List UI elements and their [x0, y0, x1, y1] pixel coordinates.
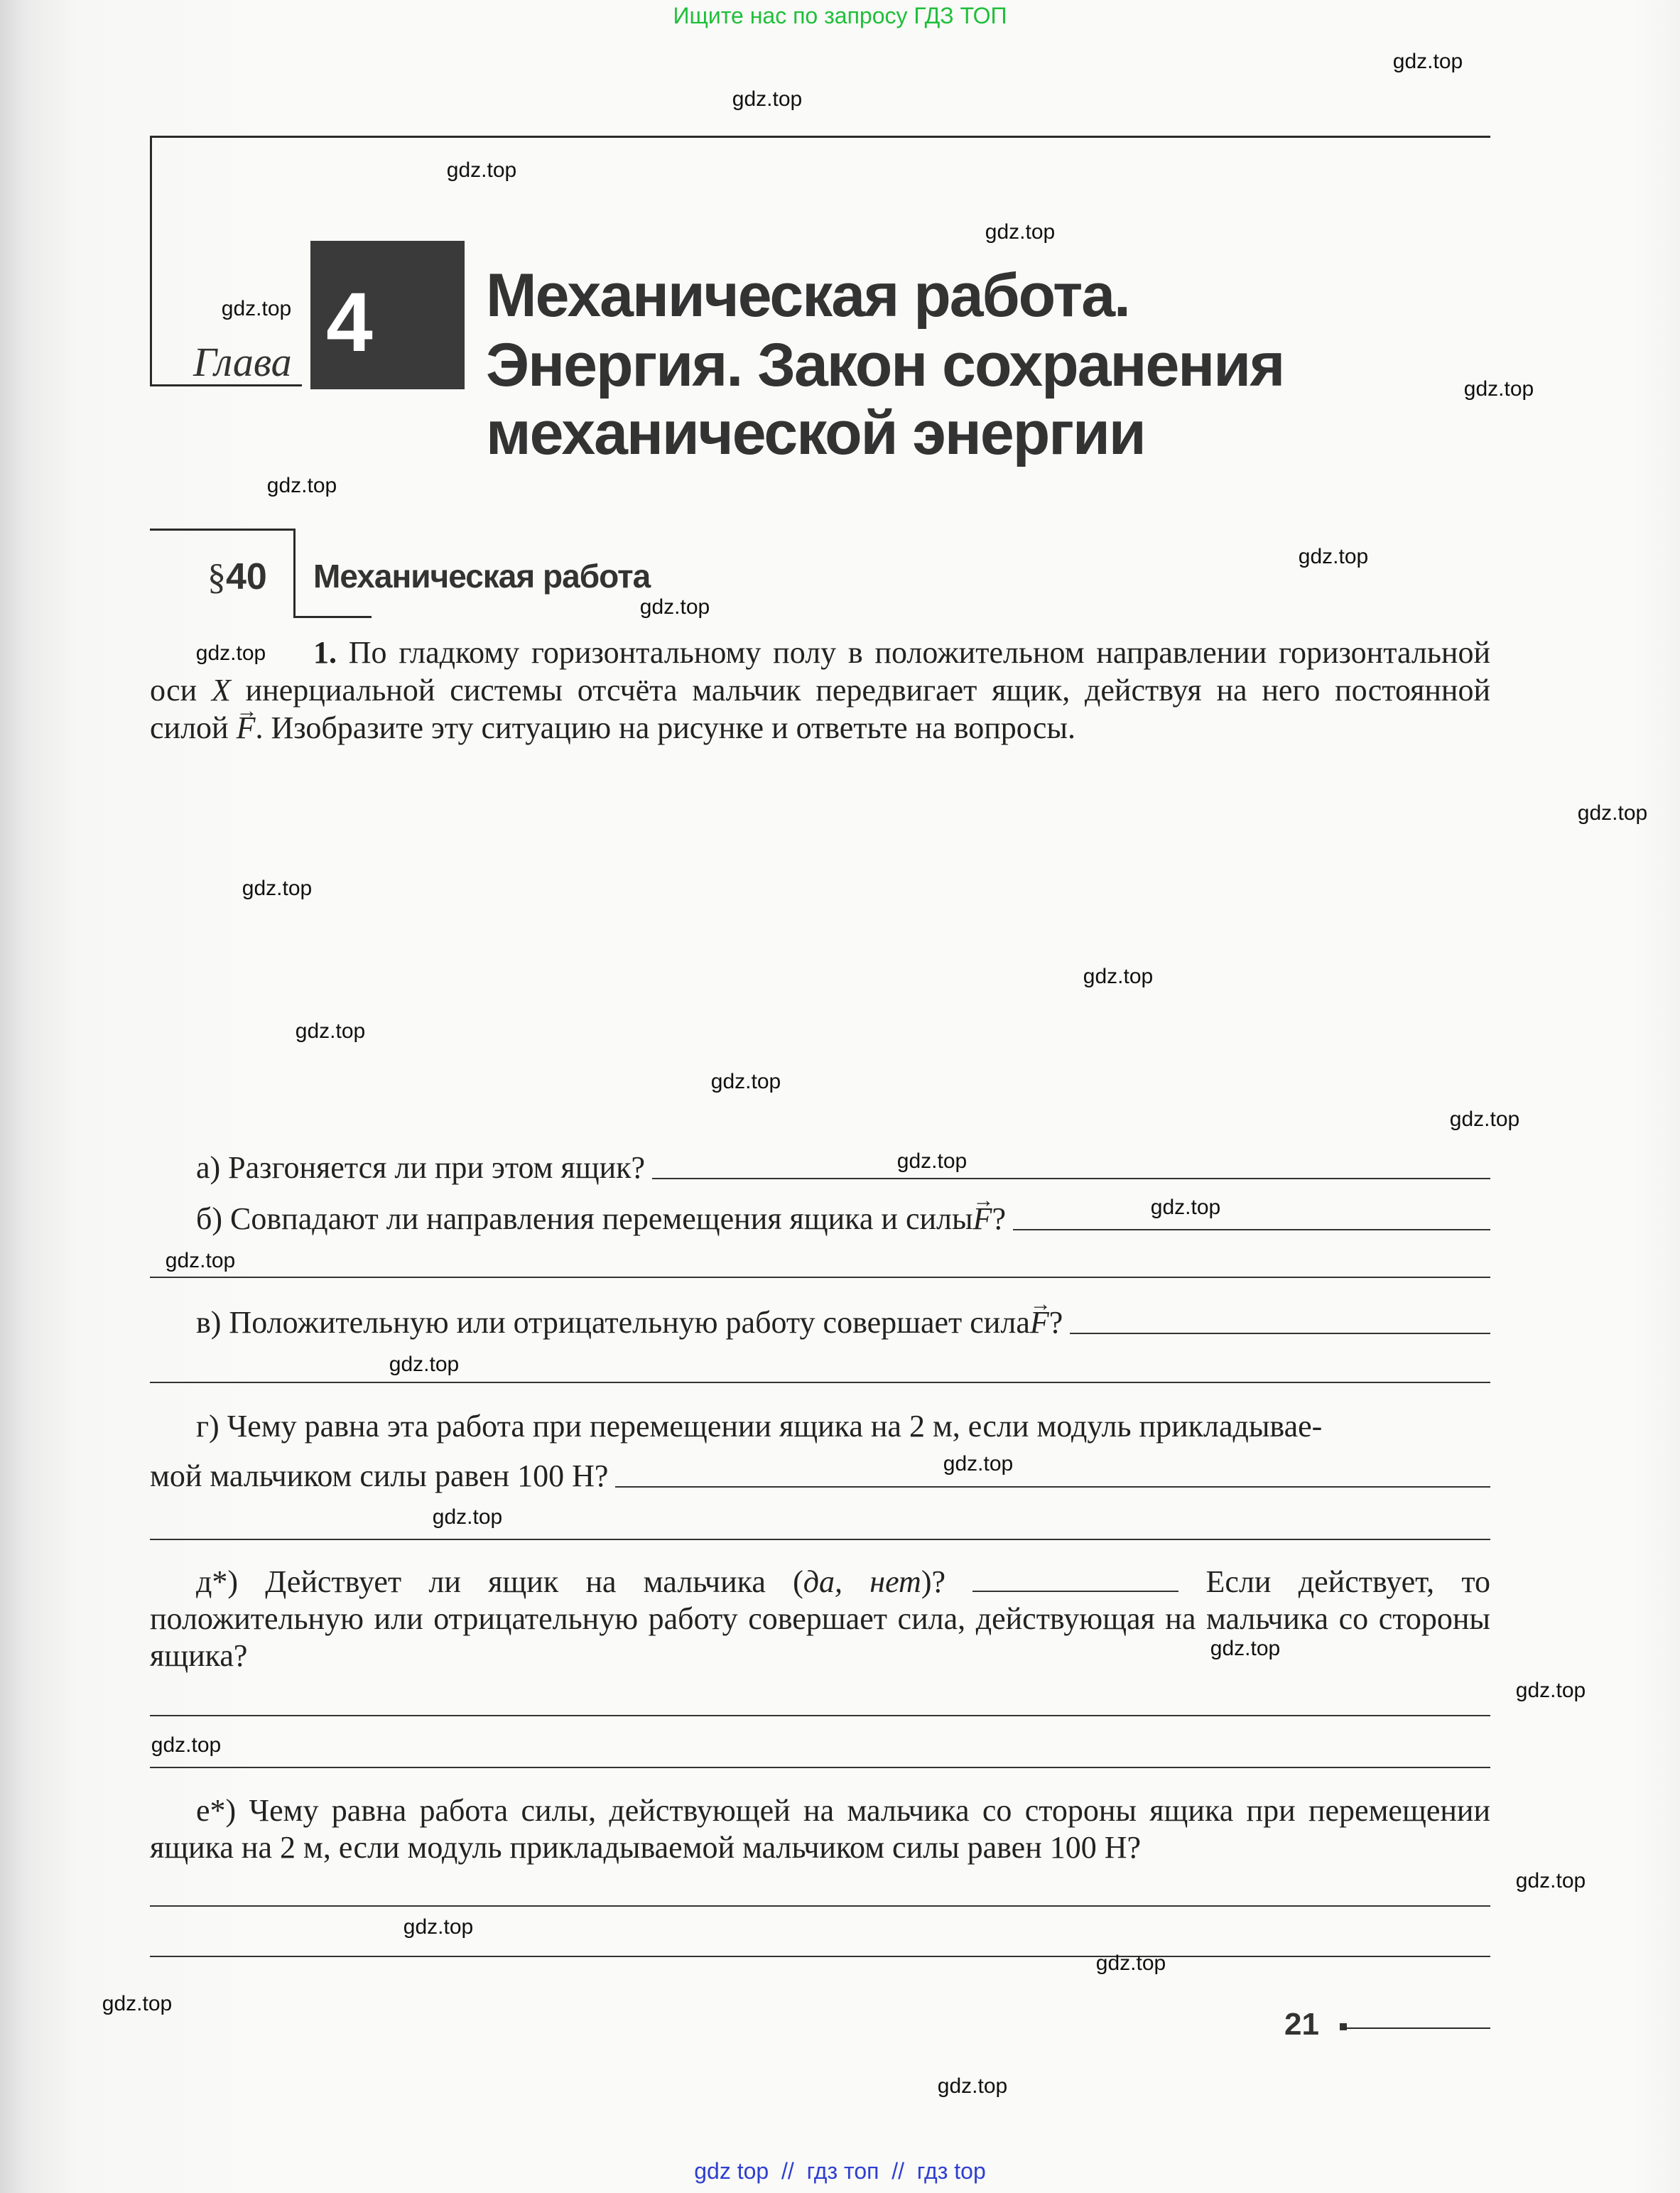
- answer-line-v-2[interactable]: [150, 1382, 1490, 1383]
- watermark: gdz.top: [1577, 801, 1648, 825]
- question-d-options: да, нет: [803, 1564, 921, 1599]
- task-text-part: инерциальной системы отсчёта мальчик передвигает ящик, действуя на него постоянной силой: [150, 673, 1491, 745]
- watermark: gdz.top: [1515, 1679, 1586, 1702]
- question-a-text: а) Разгоняется ли при этом ящик?: [196, 1150, 646, 1185]
- page-number-marker: [1340, 2023, 1347, 2030]
- section-number-value: 40: [226, 556, 267, 597]
- question-b: [150, 1201, 1490, 1238]
- watermark: gdz.top: [937, 2074, 1008, 2098]
- question-g-line-1: г) Чему равна эта работа при перемещении ящика на 2 м, если модуль прикладывае-: [196, 1409, 1323, 1444]
- watermark: gdz.top: [389, 1353, 460, 1376]
- task-text: [150, 634, 1490, 747]
- section-bottom-rule: [293, 616, 372, 618]
- section-number: [207, 556, 267, 598]
- force-vector: → F: [1030, 1304, 1049, 1341]
- watermark: gdz.top: [943, 1452, 1014, 1475]
- page-number-rule: [1343, 2027, 1490, 2029]
- watermark: gdz.top: [896, 1149, 968, 1173]
- task-number: 1.: [313, 635, 337, 670]
- watermark: gdz.top: [1083, 965, 1154, 988]
- answer-line-b-2[interactable]: [150, 1277, 1490, 1278]
- answer-line-d-2[interactable]: [150, 1767, 1490, 1768]
- task-text-part: . Изобразите эту ситуацию на рисунке и ответьте на вопросы.: [255, 710, 1075, 745]
- watermark: gdz.top: [732, 87, 803, 111]
- watermark: gdz.top: [151, 1733, 222, 1757]
- question-e: е*) Чему равна работа силы, действующей на мальчика со стороны ящика при перемещении ящика на 2 м, если модуль прикладываемой мальчиком силы равен 100 Н?: [150, 1793, 1490, 1865]
- watermark: gdz.top: [1449, 1108, 1520, 1131]
- watermark: gdz.top: [639, 595, 710, 619]
- watermark: gdz.top: [1298, 545, 1369, 568]
- task-text-part: По гладкому горизонтальному полу в положительном направлении горизонтальной оси: [150, 635, 1490, 708]
- question-a: [150, 1149, 1490, 1186]
- watermark: gdz.top: [165, 1249, 236, 1272]
- watermark: gdz.top: [403, 1915, 474, 1939]
- section-vertical-rule: [293, 529, 296, 618]
- answer-line-e-1[interactable]: [150, 1905, 1490, 1907]
- answer-field-g[interactable]: [615, 1486, 1490, 1488]
- watermark: gdz.top: [446, 158, 517, 182]
- question-g-text: мой мальчиком силы равен 100 Н?: [150, 1458, 609, 1493]
- question-v: [150, 1304, 1490, 1341]
- chapter-title-line-2: Энергия. Закон сохранения: [486, 331, 1284, 399]
- question-d-text: Если действует, то положительную или отрицательную работу совершает сила, действующая на мальчика со стороны ящика?: [150, 1564, 1491, 1673]
- question-v-mark: ?: [1048, 1305, 1063, 1340]
- answer-line-e-2[interactable]: [150, 1956, 1490, 1957]
- watermark: gdz.top: [710, 1070, 781, 1093]
- answer-line-g-2[interactable]: [150, 1539, 1490, 1540]
- watermark: gdz.top: [1210, 1637, 1281, 1660]
- question-d: [150, 1564, 1490, 1674]
- answer-field-b[interactable]: [1013, 1229, 1490, 1230]
- top-banner[interactable]: Ищите нас по запросу ГДЗ ТОП: [673, 3, 1007, 28]
- watermark: gdz.top: [1095, 1951, 1166, 1975]
- answer-field-v[interactable]: [1070, 1333, 1490, 1334]
- chapter-title-line-3: механической энергии: [486, 399, 1145, 467]
- header-top-rule: [150, 136, 1490, 138]
- question-v-text: в) Положительную или отрицательную работу совершает сила: [196, 1305, 1030, 1340]
- watermark: gdz.top: [1392, 50, 1463, 73]
- answer-field-d-yes-no[interactable]: [972, 1591, 1178, 1592]
- watermark: gdz.top: [195, 641, 266, 665]
- answer-line-d-1[interactable]: [150, 1715, 1490, 1716]
- section-title: Механическая работа: [313, 558, 651, 595]
- watermark: gdz.top: [266, 474, 337, 497]
- watermark: gdz.top: [242, 877, 313, 900]
- header-left-rule: [150, 136, 152, 386]
- force-vector: → F: [973, 1201, 992, 1238]
- bottom-banner[interactable]: gdz top // гдз топ // гдз top: [694, 2158, 986, 2184]
- watermark: gdz.top: [432, 1505, 503, 1529]
- question-g: [150, 1458, 1490, 1495]
- question-b-mark: ?: [992, 1201, 1006, 1236]
- watermark: gdz.top: [1150, 1196, 1221, 1219]
- watermark: gdz.top: [295, 1019, 366, 1043]
- axis-label: X: [211, 673, 231, 708]
- chapter-number: 4: [326, 276, 373, 369]
- page-number: 21: [1284, 2007, 1319, 2042]
- section-symbol: §: [207, 557, 226, 597]
- chapter-label: Глава: [193, 339, 292, 385]
- watermark: gdz.top: [1463, 377, 1534, 401]
- answer-field-a[interactable]: [652, 1178, 1490, 1179]
- chapter-title-line-1: Механическая работа.: [486, 261, 1129, 330]
- watermark: gdz.top: [985, 220, 1056, 244]
- section-top-rule: [150, 529, 296, 531]
- watermark: gdz.top: [1515, 1869, 1586, 1893]
- force-vector: → F: [237, 710, 256, 745]
- question-d-text: )?: [921, 1564, 973, 1599]
- watermark: gdz.top: [102, 1992, 173, 2015]
- question-b-text: б) Совпадают ли направления перемещения ящика и силы: [196, 1201, 973, 1236]
- question-d-text: д*) Действует ли ящик на мальчика (: [196, 1564, 803, 1599]
- watermark: gdz.top: [221, 297, 292, 320]
